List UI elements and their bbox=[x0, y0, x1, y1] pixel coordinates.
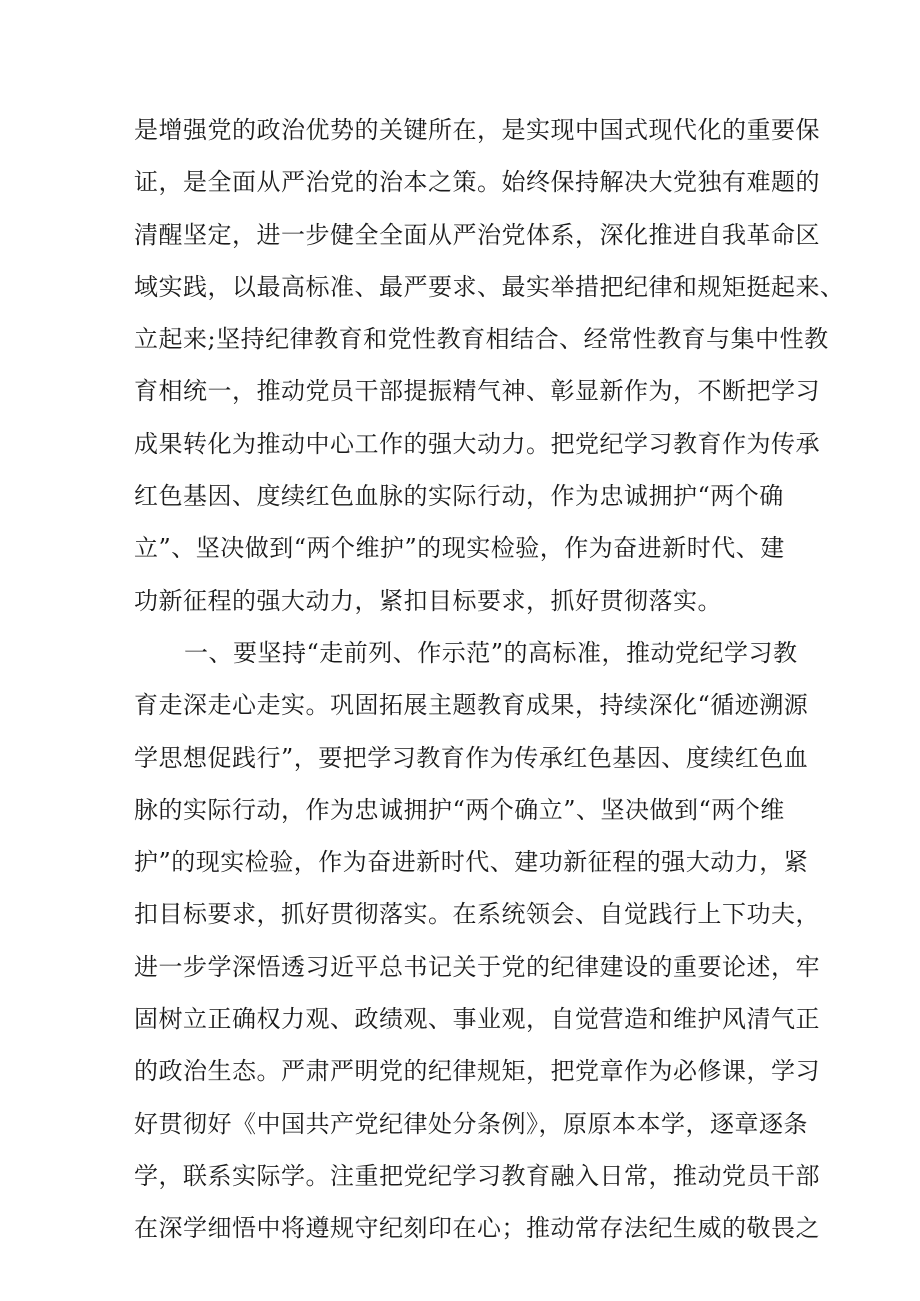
text-line: 学，联系实际学。注重把党纪学习教育融入日常，推动党员干部 bbox=[134, 1161, 820, 1190]
text-line: 一、要坚持“走前列、作示范”的高标准，推动党纪学习教 bbox=[184, 638, 798, 667]
paragraph-1 bbox=[134, 104, 845, 627]
text-line: 成果转化为推动中心工作的强大动力。把党纪学习教育作为传承 bbox=[134, 429, 820, 458]
text-line: 固树立正确权力观、政绩观、事业观，自觉营造和维护风清气正 bbox=[134, 1005, 820, 1034]
text-line: 好贯彻好《中国共产党纪律处分条例》，原原本本学，逐章逐条 bbox=[134, 1109, 808, 1138]
text-line: 红色基因、度续红色血脉的实际行动，作为忠诚拥护“两个确 bbox=[134, 482, 784, 511]
text-line: 证，是全面从严治党的治本之策。始终保持解决大党独有难题的 bbox=[134, 168, 820, 197]
text-line: 立起来;坚持纪律教育和党性教育相结合、经常性教育与集中性教 bbox=[134, 325, 829, 354]
text-line: 学思想促践行”，要把学习教育作为传承红色基因、度续红色血 bbox=[134, 743, 809, 772]
text-line: 育走深走心走实。巩固拓展主题教育成果，持续深化“循迹溯源 bbox=[134, 691, 809, 720]
text-line: 育相统一，推动党员干部提振精气神、彰显新作为，不断把学习 bbox=[134, 377, 820, 406]
text-line: 护”的现实检验，作为奋进新时代、建功新征程的强大动力，紧 bbox=[134, 848, 809, 877]
document-body bbox=[134, 104, 845, 1255]
text-line: 脉的实际行动，作为忠诚拥护“两个确立”、坚决做到“两个维 bbox=[134, 795, 785, 824]
text-line: 的政治生态。严肃严明党的纪律规矩，把党章作为必修课，学习 bbox=[134, 1057, 820, 1086]
text-line: 功新征程的强大动力，紧扣目标要求，抓好贯彻落实。 bbox=[134, 586, 722, 615]
text-line: 是增强党的政治优势的关键所在，是实现中国式现代化的重要保 bbox=[134, 116, 820, 144]
text-line: 在深学细悟中将遵规守纪刻印在心；推动常存法纪生威的敬畏之 bbox=[134, 1214, 820, 1243]
text-line: 立”、坚决做到“两个维护”的现实检验，作为奋进新时代、建 bbox=[134, 534, 785, 563]
text-line: 域实践，以最高标准、最严要求、最实举措把纪律和规矩挺起来、 bbox=[134, 272, 845, 301]
text-line: 清醒坚定，进一步健全全面从严治党体系，深化推进自我革命区 bbox=[134, 220, 820, 249]
text-line: 扣目标要求，抓好贯彻落实。在系统领会、自觉践行上下功夫， bbox=[134, 900, 820, 929]
text-line: 进一步学深悟透习近平总书记关于党的纪律建设的重要论述，牢 bbox=[134, 952, 820, 981]
paragraph-2 bbox=[134, 627, 820, 1255]
